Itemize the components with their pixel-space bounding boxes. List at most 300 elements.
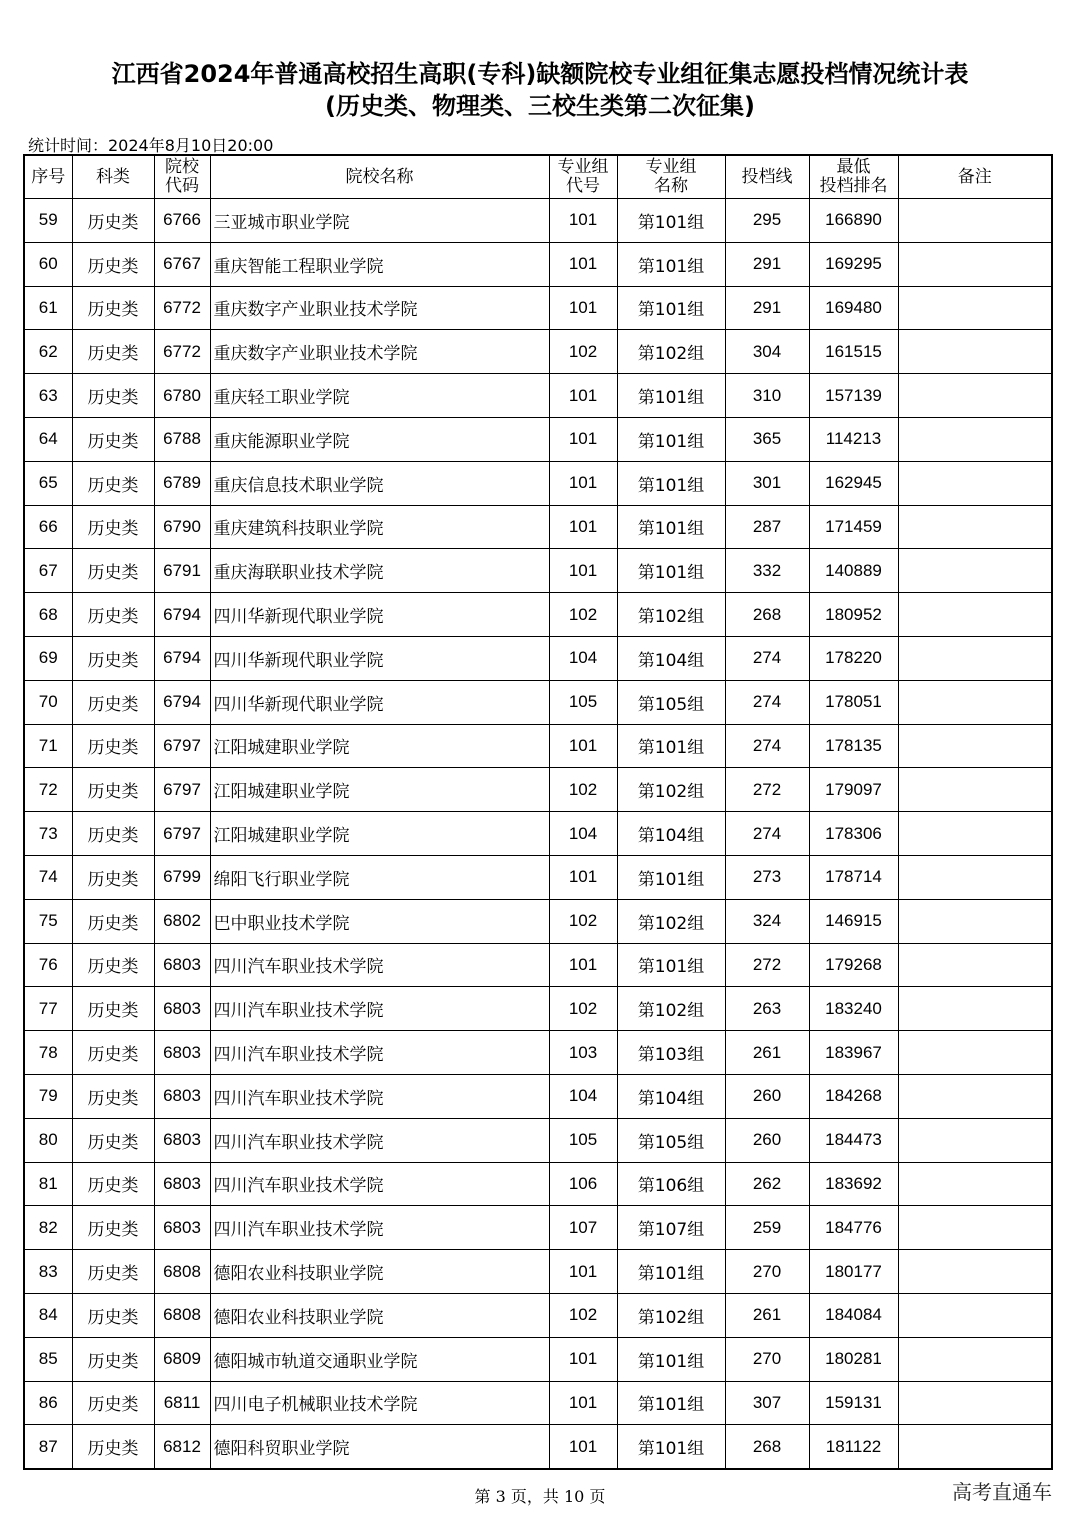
cell-seq: 86 [24,1381,72,1425]
header-category: 科类 [72,155,154,199]
cell-group-code: 102 [549,987,617,1031]
brand-watermark: 高考直通车 [952,1480,1052,1504]
cell-school-code: 6772 [154,330,210,374]
table-row [24,943,1052,987]
cell-seq: 69 [24,636,72,680]
cell-group-name: 第105组 [617,680,725,724]
cell-category: 历史类 [72,330,154,374]
cell-group-name: 第102组 [617,1293,725,1337]
cell-remark [898,943,1052,987]
table-row [24,286,1052,330]
cell-group-code: 101 [549,199,617,243]
cell-seq: 85 [24,1337,72,1381]
cell-school-name: 四川汽车职业技术学院 [210,987,549,1031]
cell-lowest-rank: 183240 [809,987,898,1031]
cell-remark [898,987,1052,1031]
cell-lowest-rank: 169480 [809,286,898,330]
cell-remark [898,461,1052,505]
cell-category: 历史类 [72,374,154,418]
cell-school-name: 重庆海联职业技术学院 [210,549,549,593]
cell-group-code: 101 [549,374,617,418]
cell-group-name: 第102组 [617,330,725,374]
table-row [24,1425,1052,1469]
cell-group-code: 101 [549,505,617,549]
cell-lowest-rank: 157139 [809,374,898,418]
cell-seq: 70 [24,680,72,724]
table-row [24,812,1052,856]
cell-remark [898,1074,1052,1118]
cell-admission-line: 260 [725,1118,809,1162]
cell-group-code: 103 [549,1031,617,1075]
cell-category: 历史类 [72,1074,154,1118]
cell-lowest-rank: 180952 [809,593,898,637]
cell-category: 历史类 [72,943,154,987]
cell-seq: 66 [24,505,72,549]
cell-lowest-rank: 171459 [809,505,898,549]
cell-school-name: 重庆能源职业学院 [210,417,549,461]
admission-table [23,154,1053,1470]
cell-school-name: 德阳科贸职业学院 [210,1425,549,1469]
cell-lowest-rank: 178306 [809,812,898,856]
cell-category: 历史类 [72,593,154,637]
cell-school-code: 6809 [154,1337,210,1381]
cell-seq: 74 [24,855,72,899]
cell-category: 历史类 [72,812,154,856]
cell-category: 历史类 [72,242,154,286]
header-seq: 序号 [24,155,72,199]
page-footer: 第 3 页，共 10 页 [474,1487,606,1506]
cell-school-name: 重庆信息技术职业学院 [210,461,549,505]
cell-seq: 80 [24,1118,72,1162]
cell-group-name: 第101组 [617,1425,725,1469]
cell-group-name: 第104组 [617,1074,725,1118]
cell-admission-line: 274 [725,812,809,856]
cell-group-code: 101 [549,242,617,286]
cell-admission-line: 268 [725,593,809,637]
cell-lowest-rank: 179268 [809,943,898,987]
cell-school-code: 6797 [154,768,210,812]
cell-school-name: 四川华新现代职业学院 [210,593,549,637]
table-row [24,505,1052,549]
cell-admission-line: 259 [725,1206,809,1250]
cell-lowest-rank: 179097 [809,768,898,812]
cell-school-code: 6803 [154,943,210,987]
cell-admission-line: 304 [725,330,809,374]
cell-lowest-rank: 184084 [809,1293,898,1337]
cell-school-code: 6808 [154,1293,210,1337]
cell-group-code: 102 [549,330,617,374]
cell-group-name: 第101组 [617,242,725,286]
cell-remark [898,680,1052,724]
cell-group-name: 第102组 [617,768,725,812]
cell-remark [898,855,1052,899]
cell-lowest-rank: 181122 [809,1425,898,1469]
cell-school-code: 6794 [154,593,210,637]
cell-lowest-rank: 169295 [809,242,898,286]
table-row [24,1250,1052,1294]
cell-seq: 71 [24,724,72,768]
cell-school-code: 6803 [154,1206,210,1250]
cell-group-code: 102 [549,593,617,637]
cell-admission-line: 295 [725,199,809,243]
cell-seq: 83 [24,1250,72,1294]
cell-group-name: 第101组 [617,374,725,418]
cell-group-code: 101 [549,1381,617,1425]
cell-category: 历史类 [72,199,154,243]
cell-school-name: 江阳城建职业学院 [210,724,549,768]
cell-group-name: 第102组 [617,899,725,943]
cell-admission-line: 261 [725,1293,809,1337]
cell-admission-line: 274 [725,636,809,680]
table-row [24,330,1052,374]
cell-category: 历史类 [72,1293,154,1337]
cell-group-name: 第101组 [617,505,725,549]
cell-remark [898,1162,1052,1206]
cell-category: 历史类 [72,549,154,593]
cell-school-code: 6802 [154,899,210,943]
cell-group-name: 第105组 [617,1118,725,1162]
cell-lowest-rank: 159131 [809,1381,898,1425]
cell-group-code: 104 [549,1074,617,1118]
cell-group-name: 第101组 [617,1250,725,1294]
cell-admission-line: 260 [725,1074,809,1118]
cell-school-code: 6788 [154,417,210,461]
table-row [24,1293,1052,1337]
cell-group-name: 第101组 [617,199,725,243]
cell-seq: 76 [24,943,72,987]
cell-admission-line: 291 [725,242,809,286]
cell-school-code: 6797 [154,724,210,768]
cell-school-code: 6789 [154,461,210,505]
cell-school-code: 6794 [154,636,210,680]
cell-remark [898,812,1052,856]
cell-category: 历史类 [72,855,154,899]
cell-group-code: 101 [549,943,617,987]
cell-category: 历史类 [72,1425,154,1469]
cell-remark [898,1118,1052,1162]
cell-group-code: 104 [549,636,617,680]
table-row [24,417,1052,461]
cell-category: 历史类 [72,724,154,768]
table-row [24,768,1052,812]
cell-school-name: 四川汽车职业技术学院 [210,1031,549,1075]
cell-category: 历史类 [72,417,154,461]
cell-group-name: 第101组 [617,1381,725,1425]
cell-school-code: 6803 [154,987,210,1031]
cell-seq: 64 [24,417,72,461]
cell-school-name: 德阳城市轨道交通职业学院 [210,1337,549,1381]
cell-school-name: 四川电子机械职业技术学院 [210,1381,549,1425]
cell-seq: 81 [24,1162,72,1206]
cell-school-name: 江阳城建职业学院 [210,812,549,856]
cell-school-code: 6794 [154,680,210,724]
cell-category: 历史类 [72,768,154,812]
table-row [24,1206,1052,1250]
cell-admission-line: 307 [725,1381,809,1425]
cell-group-name: 第101组 [617,549,725,593]
table-row [24,593,1052,637]
cell-group-code: 102 [549,1293,617,1337]
cell-admission-line: 272 [725,943,809,987]
cell-lowest-rank: 184776 [809,1206,898,1250]
cell-category: 历史类 [72,987,154,1031]
cell-remark [898,505,1052,549]
cell-school-code: 6766 [154,199,210,243]
cell-school-name: 四川汽车职业技术学院 [210,1118,549,1162]
cell-school-name: 四川汽车职业技术学院 [210,1074,549,1118]
cell-seq: 62 [24,330,72,374]
cell-school-code: 6797 [154,812,210,856]
cell-group-code: 101 [549,1337,617,1381]
cell-school-name: 重庆轻工职业学院 [210,374,549,418]
header-lowest-rank: 最低 投档排名 [809,155,898,199]
cell-school-code: 6791 [154,549,210,593]
header-school-name: 院校名称 [210,155,549,199]
cell-group-code: 102 [549,768,617,812]
cell-group-code: 102 [549,899,617,943]
table-header-row [24,155,1052,199]
cell-category: 历史类 [72,636,154,680]
cell-seq: 77 [24,987,72,1031]
cell-school-code: 6803 [154,1074,210,1118]
cell-school-code: 6803 [154,1162,210,1206]
cell-remark [898,374,1052,418]
table-row [24,987,1052,1031]
cell-group-name: 第103组 [617,1031,725,1075]
cell-remark [898,1381,1052,1425]
table-row [24,636,1052,680]
cell-remark [898,549,1052,593]
cell-admission-line: 324 [725,899,809,943]
cell-lowest-rank: 178220 [809,636,898,680]
table-row [24,549,1052,593]
cell-remark [898,1425,1052,1469]
cell-admission-line: 274 [725,724,809,768]
cell-school-code: 6811 [154,1381,210,1425]
cell-school-name: 四川汽车职业技术学院 [210,1206,549,1250]
table-row [24,1162,1052,1206]
cell-remark [898,724,1052,768]
cell-seq: 73 [24,812,72,856]
cell-school-code: 6767 [154,242,210,286]
cell-group-name: 第101组 [617,461,725,505]
cell-group-name: 第101组 [617,417,725,461]
cell-group-name: 第102组 [617,987,725,1031]
cell-school-code: 6780 [154,374,210,418]
cell-remark [898,1031,1052,1075]
cell-group-code: 106 [549,1162,617,1206]
statistics-time: 统计时间：2024年8月10日20:00 [28,136,274,155]
cell-admission-line: 332 [725,549,809,593]
cell-remark [898,242,1052,286]
cell-lowest-rank: 178714 [809,855,898,899]
cell-school-code: 6799 [154,855,210,899]
cell-lowest-rank: 183967 [809,1031,898,1075]
cell-lowest-rank: 166890 [809,199,898,243]
cell-group-name: 第101组 [617,1337,725,1381]
cell-admission-line: 262 [725,1162,809,1206]
cell-group-name: 第102组 [617,593,725,637]
cell-lowest-rank: 162945 [809,461,898,505]
cell-lowest-rank: 140889 [809,549,898,593]
cell-seq: 87 [24,1425,72,1469]
cell-remark [898,417,1052,461]
table-row [24,242,1052,286]
cell-group-name: 第101组 [617,286,725,330]
cell-admission-line: 268 [725,1425,809,1469]
cell-lowest-rank: 184268 [809,1074,898,1118]
cell-admission-line: 261 [725,1031,809,1075]
cell-school-name: 重庆智能工程职业学院 [210,242,549,286]
cell-school-code: 6812 [154,1425,210,1469]
table-row [24,899,1052,943]
cell-category: 历史类 [72,1337,154,1381]
cell-seq: 68 [24,593,72,637]
cell-lowest-rank: 183692 [809,1162,898,1206]
table-row [24,199,1052,243]
cell-category: 历史类 [72,1250,154,1294]
cell-school-name: 江阳城建职业学院 [210,768,549,812]
cell-school-name: 巴中职业技术学院 [210,899,549,943]
cell-remark [898,1293,1052,1337]
cell-category: 历史类 [72,1031,154,1075]
table-row [24,374,1052,418]
cell-seq: 60 [24,242,72,286]
cell-admission-line: 263 [725,987,809,1031]
cell-admission-line: 310 [725,374,809,418]
cell-category: 历史类 [72,1162,154,1206]
cell-group-name: 第107组 [617,1206,725,1250]
cell-admission-line: 365 [725,417,809,461]
cell-group-name: 第104组 [617,812,725,856]
cell-lowest-rank: 184473 [809,1118,898,1162]
cell-school-name: 德阳农业科技职业学院 [210,1293,549,1337]
cell-school-name: 德阳农业科技职业学院 [210,1250,549,1294]
cell-remark [898,199,1052,243]
cell-remark [898,1206,1052,1250]
cell-admission-line: 291 [725,286,809,330]
cell-category: 历史类 [72,1118,154,1162]
cell-group-code: 107 [549,1206,617,1250]
cell-school-code: 6808 [154,1250,210,1294]
cell-lowest-rank: 114213 [809,417,898,461]
cell-lowest-rank: 180177 [809,1250,898,1294]
header-group-code: 专业组 代号 [549,155,617,199]
cell-seq: 61 [24,286,72,330]
cell-remark [898,593,1052,637]
header-school-code: 院校 代码 [154,155,210,199]
cell-remark [898,768,1052,812]
cell-remark [898,286,1052,330]
cell-lowest-rank: 178051 [809,680,898,724]
cell-remark [898,636,1052,680]
cell-school-name: 绵阳飞行职业学院 [210,855,549,899]
cell-group-code: 101 [549,417,617,461]
cell-group-code: 101 [549,286,617,330]
cell-category: 历史类 [72,680,154,724]
cell-category: 历史类 [72,286,154,330]
cell-school-code: 6803 [154,1031,210,1075]
document-subtitle: (历史类、物理类、三校生类第二次征集) [325,92,755,120]
cell-admission-line: 272 [725,768,809,812]
cell-group-code: 101 [549,1425,617,1469]
cell-group-code: 105 [549,1118,617,1162]
cell-category: 历史类 [72,1381,154,1425]
cell-lowest-rank: 161515 [809,330,898,374]
table-row [24,1074,1052,1118]
cell-group-code: 101 [549,549,617,593]
header-group-name: 专业组 名称 [617,155,725,199]
cell-admission-line: 270 [725,1250,809,1294]
cell-school-code: 6803 [154,1118,210,1162]
header-remark: 备注 [898,155,1052,199]
cell-remark [898,1250,1052,1294]
cell-school-name: 重庆数字产业职业技术学院 [210,286,549,330]
cell-remark [898,899,1052,943]
cell-school-name: 四川华新现代职业学院 [210,680,549,724]
cell-seq: 67 [24,549,72,593]
cell-lowest-rank: 178135 [809,724,898,768]
cell-group-code: 104 [549,812,617,856]
cell-lowest-rank: 146915 [809,899,898,943]
cell-seq: 72 [24,768,72,812]
cell-remark [898,330,1052,374]
cell-admission-line: 273 [725,855,809,899]
cell-seq: 63 [24,374,72,418]
cell-group-code: 101 [549,855,617,899]
cell-admission-line: 270 [725,1337,809,1381]
cell-seq: 78 [24,1031,72,1075]
cell-school-name: 四川华新现代职业学院 [210,636,549,680]
table-row [24,1118,1052,1162]
cell-category: 历史类 [72,461,154,505]
cell-category: 历史类 [72,899,154,943]
cell-school-name: 四川汽车职业技术学院 [210,943,549,987]
table-row [24,1031,1052,1075]
cell-group-name: 第101组 [617,724,725,768]
cell-lowest-rank: 180281 [809,1337,898,1381]
cell-group-name: 第101组 [617,943,725,987]
cell-seq: 84 [24,1293,72,1337]
cell-seq: 82 [24,1206,72,1250]
cell-group-name: 第106组 [617,1162,725,1206]
header-admission-line: 投档线 [725,155,809,199]
cell-school-name: 三亚城市职业学院 [210,199,549,243]
cell-group-code: 101 [549,724,617,768]
table-row [24,461,1052,505]
cell-remark [898,1337,1052,1381]
cell-admission-line: 287 [725,505,809,549]
cell-group-name: 第104组 [617,636,725,680]
cell-category: 历史类 [72,505,154,549]
cell-admission-line: 301 [725,461,809,505]
cell-seq: 59 [24,199,72,243]
cell-school-name: 重庆数字产业职业技术学院 [210,330,549,374]
cell-group-code: 101 [549,1250,617,1294]
cell-group-code: 101 [549,461,617,505]
cell-seq: 75 [24,899,72,943]
table-row [24,1381,1052,1425]
cell-group-code: 105 [549,680,617,724]
cell-school-code: 6772 [154,286,210,330]
table-row [24,680,1052,724]
document-title: 江西省2024年普通高校招生高职(专科)缺额院校专业组征集志愿投档情况统计表 [111,60,969,88]
cell-seq: 65 [24,461,72,505]
table-row [24,1337,1052,1381]
table-row [24,724,1052,768]
cell-seq: 79 [24,1074,72,1118]
cell-school-name: 四川汽车职业技术学院 [210,1162,549,1206]
